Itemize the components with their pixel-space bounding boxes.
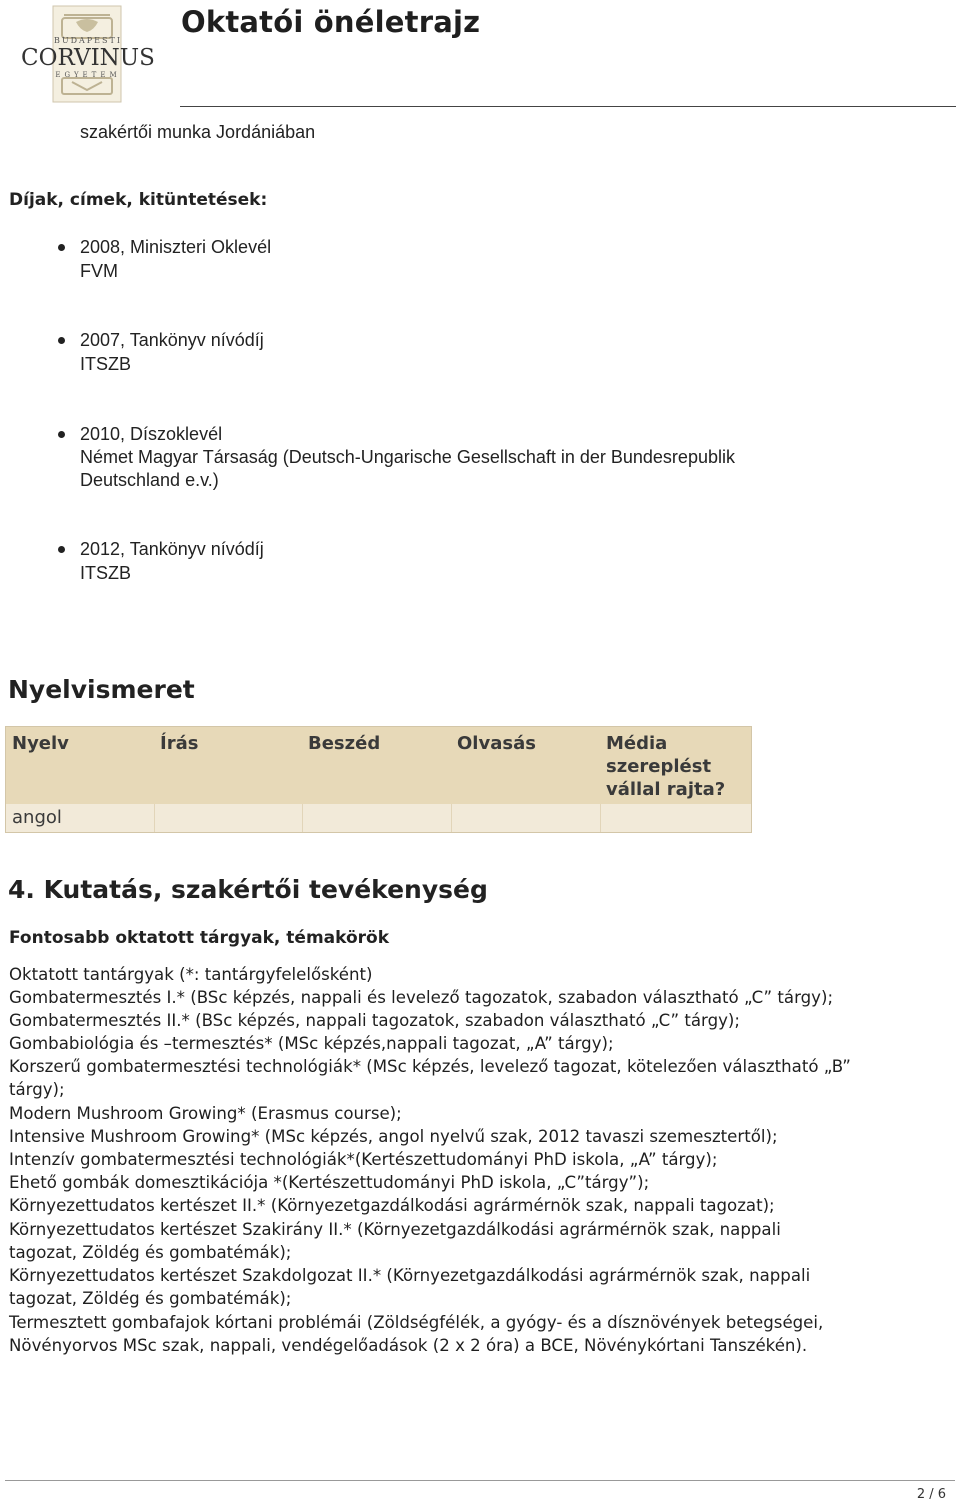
- intro-line: szakértői munka Jordániában: [80, 122, 316, 142]
- cell-language: angol: [12, 807, 62, 828]
- column-header-media: [606, 732, 725, 801]
- column-header-speaking: Beszéd: [308, 733, 381, 754]
- award-item-line: Deutschland e.v.): [80, 470, 219, 490]
- bullet-icon: [58, 337, 65, 344]
- column-header-media-line: vállal rajta?: [606, 779, 726, 800]
- award-item-line: FVM: [80, 261, 118, 281]
- bullet-icon: [58, 431, 65, 438]
- bullet-icon: [58, 546, 65, 553]
- course-line: Intensive Mushroom Growing* (MSc képzés, angol nyelvű szak, 2012 tavaszi szemesztertől);: [9, 1127, 778, 1146]
- research-heading: 4. Kutatás, szakértői tevékenység: [8, 875, 488, 904]
- course-line: Környezettudatos kertészet Szakdolgozat II.* (Környezetgazdálkodási agrármérnök szak, nappali: [9, 1266, 811, 1285]
- languages-heading: Nyelvismeret: [8, 675, 195, 704]
- award-item-line: 2010, Díszoklevél: [80, 424, 223, 444]
- course-line: Modern Mushroom Growing* (Erasmus course);: [9, 1104, 402, 1123]
- award-item-line: ITSZB: [80, 563, 132, 583]
- bullet-icon: [58, 244, 65, 251]
- course-line: Ehető gombák domesztikációja *(Kertészettudományi PhD iskola, „C”tárgy”);: [9, 1173, 650, 1192]
- svg-text:EGYETEM: EGYETEM: [55, 71, 121, 79]
- course-line: tagozat, Zöldég és gombatémák);: [9, 1289, 292, 1308]
- course-line: Gombatermesztés I.* (BSc képzés, nappali és levelező tagozatok, szabadon választható „C” tárgy);: [9, 988, 834, 1007]
- course-line: Gombatermesztés II.* (BSc képzés, nappali tagozatok, szabadon választható „C” tárgy);: [9, 1011, 740, 1030]
- course-line: Termesztett gombafajok kórtani problémái (Zöldségfélék, a gyógy- és a dísznövények betegségei,: [9, 1313, 824, 1332]
- course-line: Oktatott tantárgyak (*: tantárgyfelelősként): [9, 965, 373, 984]
- language-table-header: [6, 727, 751, 804]
- award-item-line: 2012, Tankönyv nívódíj: [80, 539, 264, 559]
- award-item-line: Német Magyar Társaság (Deutsch-Ungarische Gesellschaft in der Bundesrepublik: [80, 447, 735, 467]
- cell-divider: [451, 804, 452, 832]
- page-number: 2 / 6: [916, 1487, 946, 1502]
- svg-text:CORVINUS: CORVINUS: [21, 45, 155, 71]
- svg-text:BUDAPESTI: BUDAPESTI: [53, 36, 123, 45]
- course-line: Korszerű gombatermesztési technológiák* (MSc képzés, levelező tagozat, kötelezően választható „B”: [9, 1057, 851, 1076]
- course-line: Környezettudatos kertészet II.* (Környezetgazdálkodási agrármérnök szak, nappali tagozat);: [9, 1196, 775, 1215]
- course-line: tagozat, Zöldég és gombatémák);: [9, 1243, 292, 1262]
- column-header-writing: Írás: [160, 733, 199, 754]
- course-line: Növényorvos MSc szak, nappali, vendégelőadások (2 x 2 óra) a BCE, Növénykórtani Tanszékén).: [9, 1336, 808, 1355]
- course-line: tárgy);: [9, 1080, 65, 1099]
- course-line: Környezettudatos kertészet Szakirány II.* (Környezetgazdálkodási agrármérnök szak, nappali: [9, 1220, 781, 1239]
- award-item-line: ITSZB: [80, 354, 132, 374]
- column-header-media-line: szereplést: [606, 756, 712, 777]
- header-divider: [180, 106, 956, 107]
- course-line: Intenzív gombatermesztési technológiák*(Kertészettudományi PhD iskola, „A” tárgy);: [9, 1150, 718, 1169]
- language-table: [5, 726, 752, 833]
- column-header-media-line: Média: [606, 733, 668, 754]
- column-header-reading: Olvasás: [457, 733, 536, 754]
- footer-divider: [5, 1480, 955, 1481]
- cell-divider: [600, 804, 601, 832]
- awards-heading: Díjak, címek, kitüntetések:: [9, 190, 268, 210]
- page-header: [0, 0, 960, 112]
- research-subheading: Fontosabb oktatott tárgyak, témakörök: [9, 928, 390, 948]
- cell-divider: [302, 804, 303, 832]
- column-header-language: Nyelv: [12, 733, 69, 754]
- award-item-line: 2008, Miniszteri Oklevél: [80, 237, 272, 257]
- course-line: Gombabiológia és –termesztés* (MSc képzés,nappali tagozat, „A” tárgy);: [9, 1034, 614, 1053]
- table-row: [6, 804, 751, 832]
- cell-divider: [154, 804, 155, 832]
- document-title: Oktatói önéletrajz: [181, 5, 481, 39]
- award-item-line: 2007, Tankönyv nívódíj: [80, 330, 264, 350]
- corvinus-logo: [6, 4, 170, 106]
